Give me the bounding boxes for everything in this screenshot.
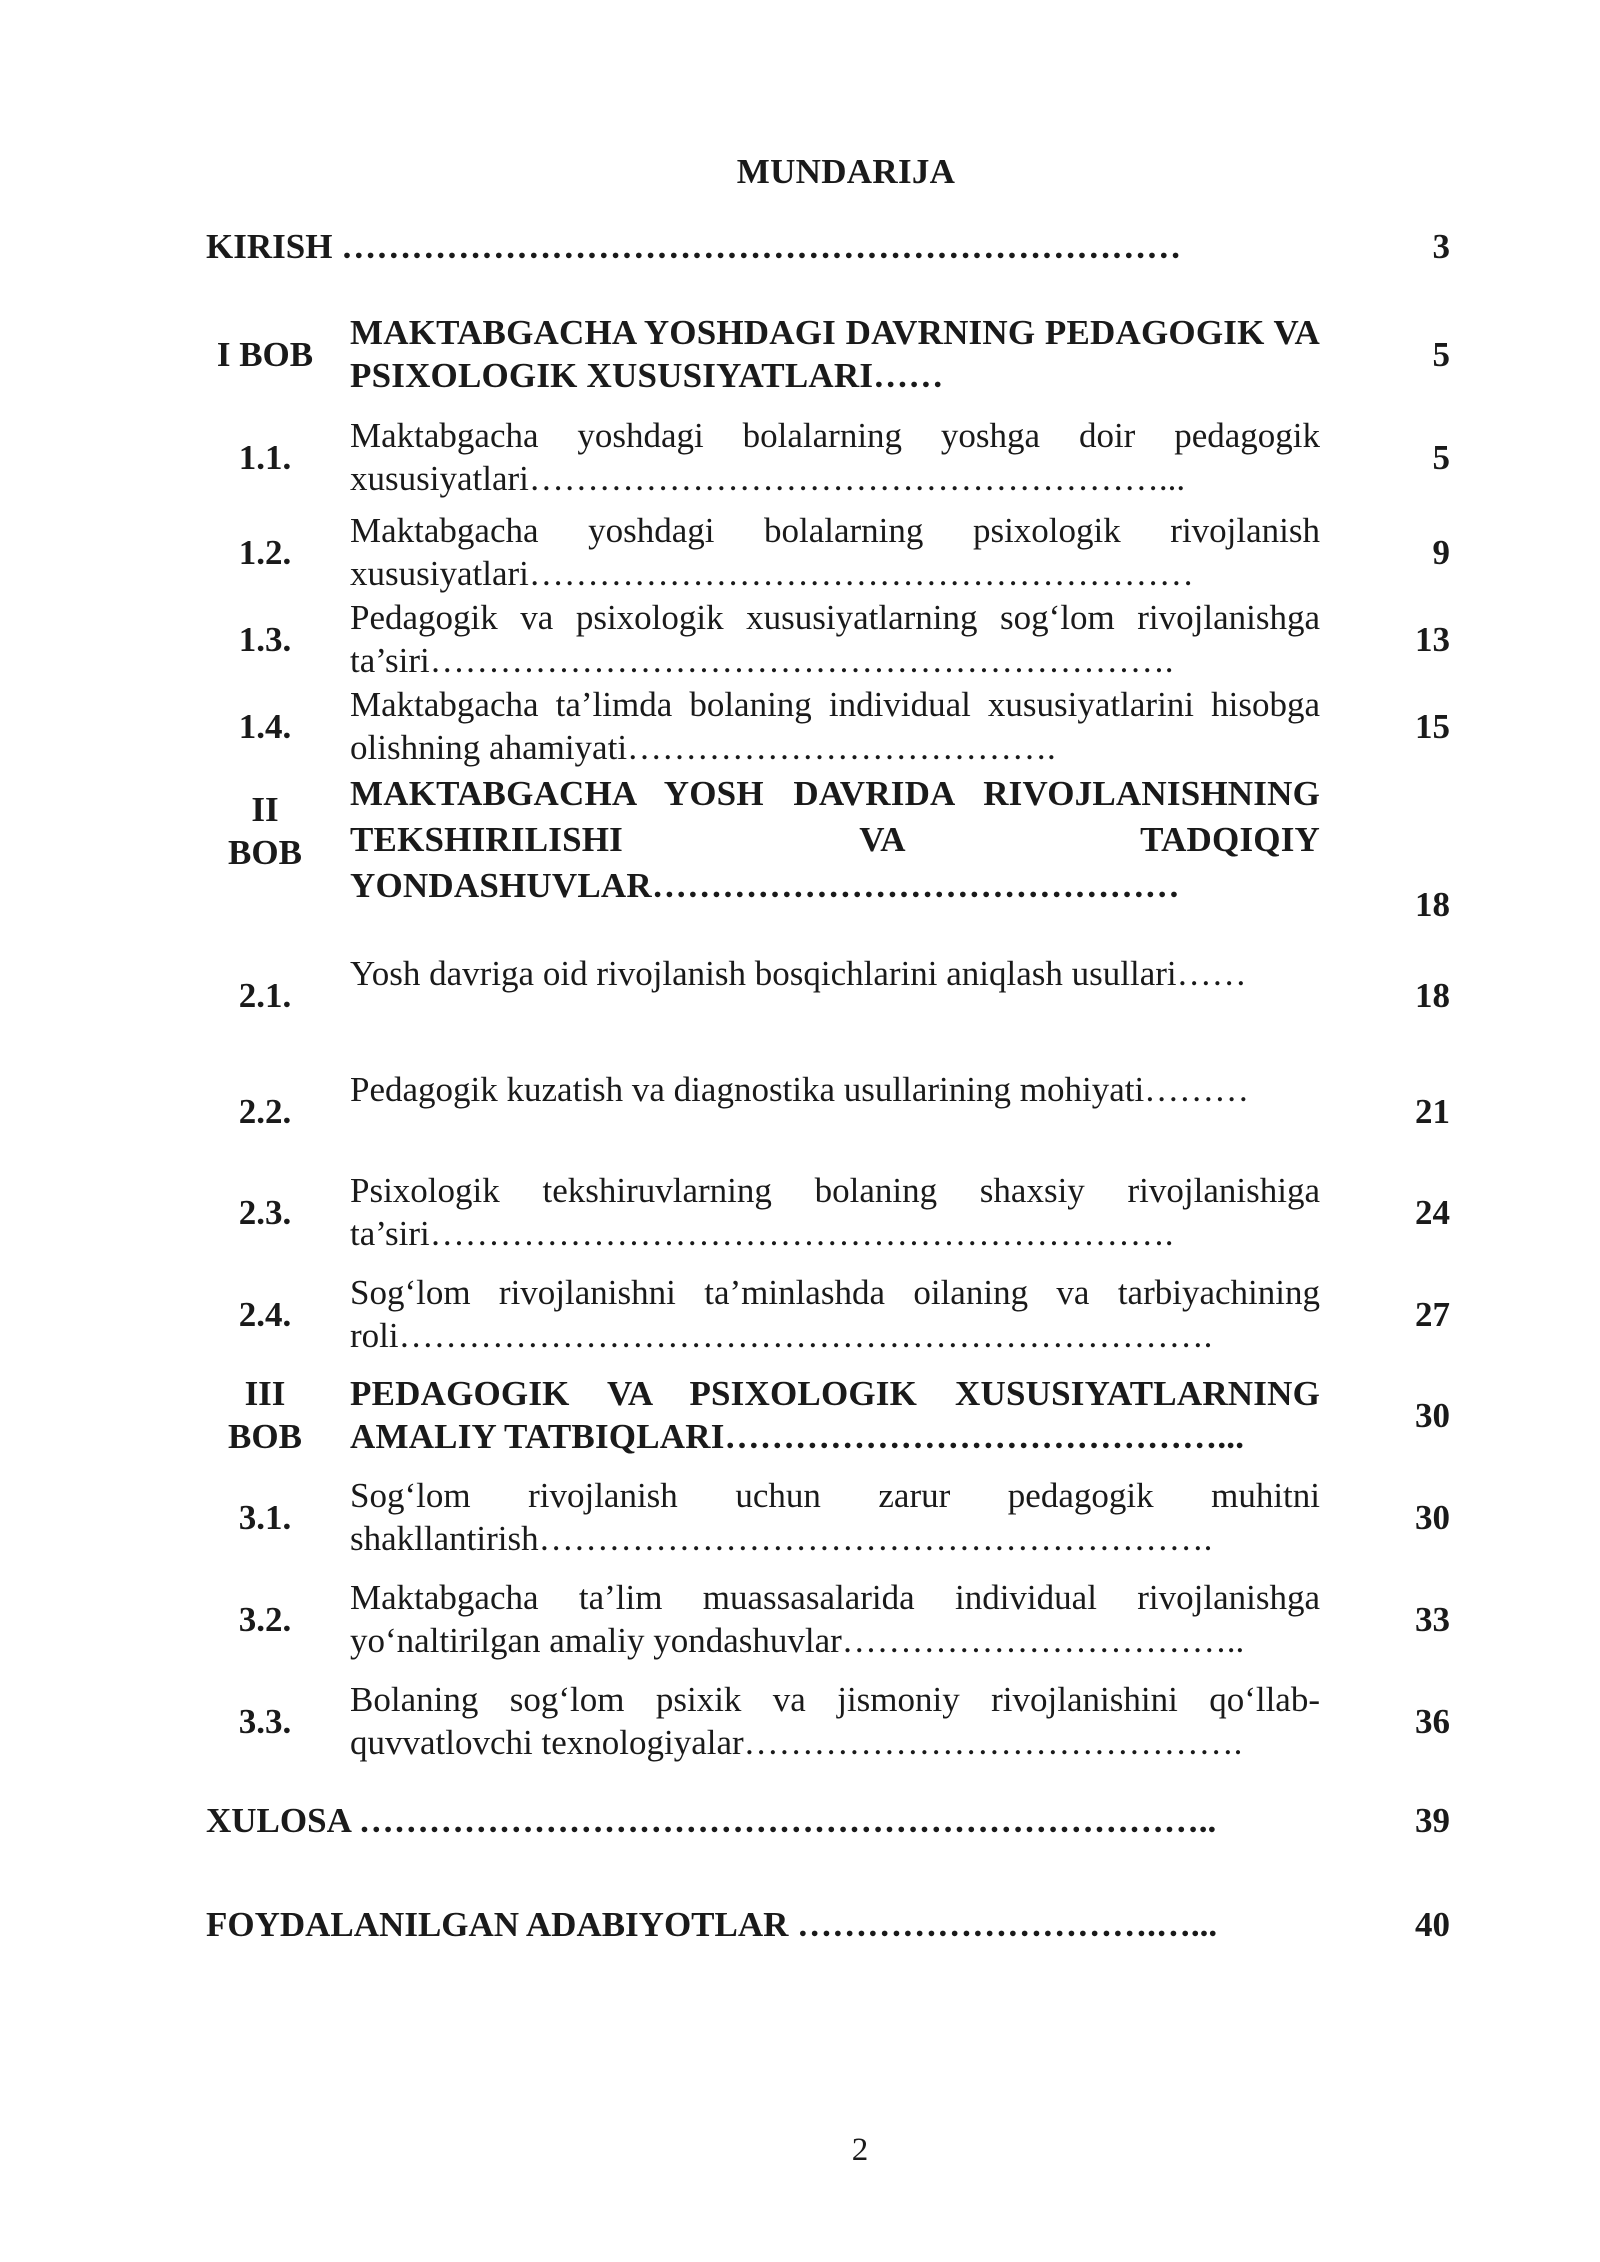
toc-entry-number: 2.1. — [238, 975, 292, 1015]
toc-entry-number: 1.2. — [238, 532, 292, 572]
page-number: 2 — [851, 2132, 869, 2168]
toc-entry-title: Pedagogik va psixologik xususiyatlarning sog‘lom rivojlanishga ta’siri………………………………………………………. — [350, 598, 1320, 680]
toc-entry-page: 27 — [1415, 1294, 1450, 1334]
toc-intro-line — [206, 227, 1416, 267]
toc-entry-title: Maktabgacha yoshdagi bolalarning yoshga doir pedagogik xususiyatlari………………………………………………... — [350, 416, 1320, 498]
toc-entry-title: Maktabgacha yoshdagi bolalarning psixologik rivojlanish xususiyatlari………………………………………………… — [350, 511, 1320, 593]
toc-entry-number: 2.3. — [238, 1192, 292, 1232]
toc-entry-title: Psixologik tekshiruvlarning bolaning shaxsiy rivojlanishiga ta’siri………………………………………………………. — [350, 1171, 1320, 1253]
toc-intro-page: 3 — [1432, 227, 1450, 266]
toc-entry-page: 18 — [1415, 975, 1450, 1015]
toc-entry-number: 1.1. — [238, 437, 292, 477]
toc-references-dots: ………………………….…... — [788, 1905, 1218, 1944]
toc-entry-title: Yosh davriga oid rivojlanish bosqichlarini aniqlash usullari…… — [350, 954, 1247, 993]
toc-entry-page: 36 — [1415, 1701, 1450, 1741]
toc-entry-title: Sog‘lom rivojlanish uchun zarur pedagogik muhitni shakllantirish…………………………………………………. — [350, 1476, 1320, 1558]
toc-entry-number: III BOB — [228, 1374, 302, 1456]
toc-entry-title: Maktabgacha ta’lim muassasalarida individual rivojlanishga yo‘naltirilgan amaliy yondashuvlar…………………………….. — [350, 1578, 1320, 1660]
toc-entry-page: 24 — [1415, 1192, 1450, 1232]
toc-entry-number: 2.4. — [238, 1294, 292, 1334]
toc-entry-page: 13 — [1415, 619, 1450, 659]
toc-entry-page: 5 — [1432, 334, 1450, 374]
toc-entry-number: 3.1. — [238, 1497, 292, 1537]
toc-intro-label: KIRISH — [206, 227, 333, 266]
toc-entry-title: Sog‘lom rivojlanishni ta’minlashda oilaning va tarbiyachining roli……………………………………………………………. — [350, 1273, 1320, 1355]
toc-entry-number: 3.3. — [238, 1701, 292, 1741]
toc-conclusion-page: 39 — [1415, 1801, 1450, 1840]
toc-entry-title: Maktabgacha ta’limda bolaning individual xususiyatlarini hisobga olishning ahamiyati………………………………. — [350, 685, 1320, 767]
toc-conclusion-dots: ……………………………………………………………….. — [349, 1801, 1217, 1840]
page-title: MUNDARIJA — [736, 152, 956, 191]
toc-entry-title: PEDAGOGIK VA PSIXOLOGIK XUSUSIYATLARNING AMALIY TATBIQLARI……………………………………... — [350, 1374, 1320, 1456]
toc-entry-page: 21 — [1415, 1091, 1450, 1131]
toc-references-page: 40 — [1415, 1905, 1450, 1944]
toc-entry-number: 1.4. — [238, 706, 292, 746]
toc-entry-number: 3.2. — [238, 1599, 292, 1639]
toc-entry-page: 15 — [1415, 706, 1450, 746]
toc-entry-title: MAKTABGACHA YOSHDAGI DAVRNING PEDAGOGIK VA PSIXOLOGIK XUSUSIYATLARI…… — [350, 313, 1320, 395]
toc-entry-page: 9 — [1432, 532, 1450, 572]
toc-entry-page: 33 — [1415, 1599, 1450, 1639]
toc-references-line — [206, 1905, 1416, 1945]
toc-entry-number: I BOB — [216, 334, 314, 374]
toc-entry-number: 2.2. — [238, 1091, 292, 1131]
toc-entry-title: Pedagogik kuzatish va diagnostika usullarining mohiyati……… — [350, 1070, 1250, 1109]
toc-entry-page: 30 — [1415, 1497, 1450, 1537]
toc-conclusion-line — [206, 1801, 1416, 1841]
toc-entry-number: 1.3. — [238, 619, 292, 659]
toc-conclusion-label: XULOSA — [206, 1801, 350, 1840]
toc-entry-page: 30 — [1415, 1395, 1450, 1435]
toc-references-label: FOYDALANILGAN ADABIYOTLAR — [206, 1905, 789, 1944]
toc-entry-title: MAKTABGACHA YOSH DAVRIDA RIVOJLANISHNING TEKSHIRILISHI VA TADQIQIY YONDASHUVLAR……………………………………… — [350, 774, 1320, 905]
toc-entry-number: II BOB — [228, 790, 302, 872]
toc-entry-page: 5 — [1432, 437, 1450, 477]
toc-entry-title: Bolaning sog‘lom psixik va jismoniy rivojlanishini qo‘llab-quvvatlovchi texnologiyalar……………………………………. — [350, 1680, 1320, 1762]
toc-entry-page: 18 — [1415, 885, 1450, 924]
toc-intro-dots: ……………………………………………………………… — [332, 227, 1182, 266]
